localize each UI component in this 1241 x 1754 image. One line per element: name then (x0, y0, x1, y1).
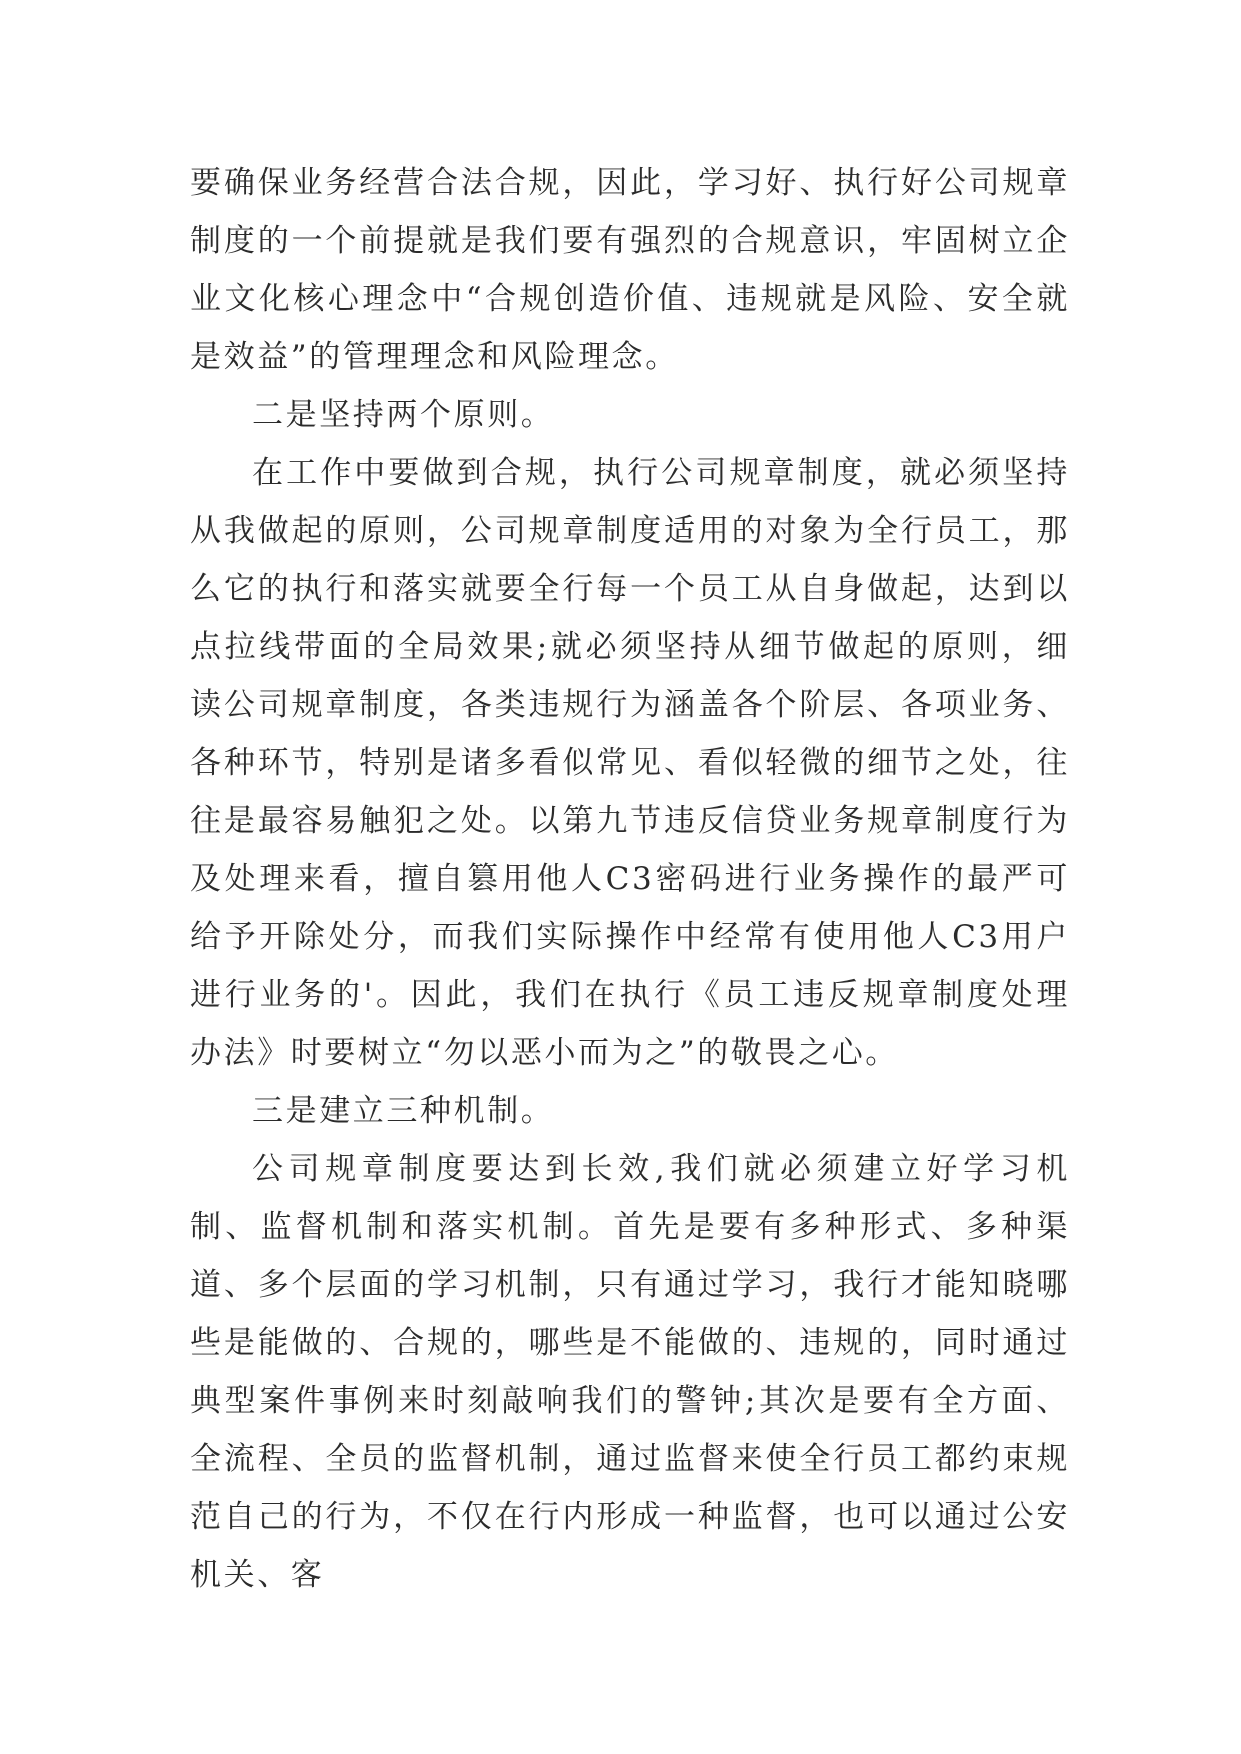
paragraph-three-mechanisms: 公司规章制度要达到长效,我们就必须建立好学习机制、监督机制和落实机制。首先是要有多种形式、多种渠道、多个层面的学习机制，只有通过学习，我行才能知晓哪些是能做的、合规的，哪些是不能做的、违规的，同时通过典型案件事例来时刻敲响我们的警钟;其次是要有全方面、全流程、全员的监督机制，通过监督来使全行员工都约束规范自己的行为，不仅在行内形成一种监督，也可以通过公安机关、客 (190, 1151, 1070, 1593)
paragraph-two-principles: 在工作中要做到合规，执行公司规章制度，就必须坚持从我做起的原则，公司规章制度适用的对象为全行员工，那么它的执行和落实就要全行每一个员工从自身做起，达到以点拉线带面的全局效果;就必须坚持从细节做起的原则，细读公司规章制度，各类违规行为涵盖各个阶层、各项业务、各种环节，特别是诸多看似常见、看似轻微的细节之处，往往是最容易触犯之处。以第九节违反信贷业务规章制度行为及处理来看，擅自篡用他人C3密码进行业务操作的最严可给予开除处分，而我们实际操作中经常有使用他人C3用户进行业务的'。因此，我们在执行《员工违反规章制度处理办法》时要树立“勿以恶小而为之”的敬畏之心。 (190, 455, 1070, 1071)
document-body (190, 154, 1070, 1604)
heading-three-mechanisms: 三是建立三种机制。 (252, 1093, 555, 1129)
paragraph-compliance-awareness: 要确保业务经营合法合规，因此，学习好、执行好公司规章制度的一个前提就是我们要有强烈的合规意识，牢固树立企业文化核心理念中“合规创造价值、违规就是风险、安全就是效益”的管理理念和风险理念。 (190, 165, 1070, 375)
heading-two-principles: 二是坚持两个原则。 (252, 397, 555, 433)
